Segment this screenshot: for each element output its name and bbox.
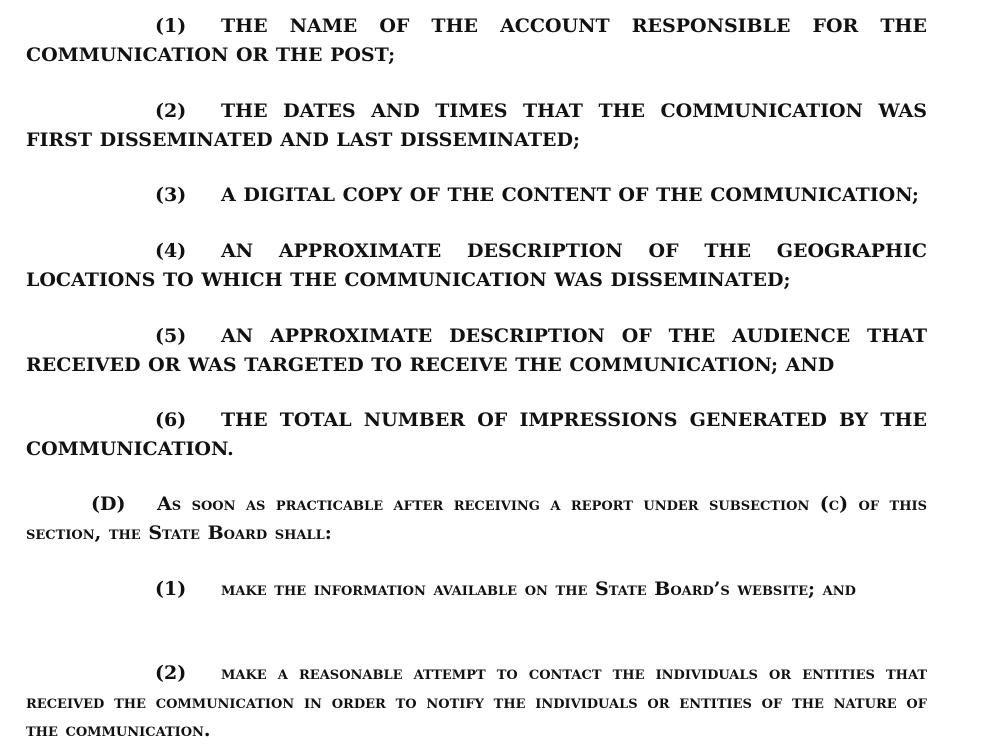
item-text: make a reasonable attempt to contact the individuals or entities that received the communication in order to notify the individuals or entities of the nature of the communication. <box>26 662 927 741</box>
item-text: AN APPROXIMATE DESCRIPTION OF THE GEOGRAPHIC LOCATIONS TO WHICH THE COMMUNICATION WAS DISSEMINATED; <box>26 240 927 291</box>
item-1 <box>26 12 927 69</box>
item-number: (2) <box>155 662 187 684</box>
subsection-d <box>26 490 927 547</box>
item-text: THE TOTAL NUMBER OF IMPRESSIONS GENERATED BY THE COMMUNICATION. <box>26 409 927 460</box>
item-number: (3) <box>155 184 187 206</box>
item-text: THE DATES AND TIMES THAT THE COMMUNICATION WAS FIRST DISSEMINATED AND LAST DISSEMINATED; <box>26 100 927 151</box>
item-5 <box>26 322 927 379</box>
subsection-number: (D) <box>91 493 126 515</box>
item-3 <box>26 181 927 210</box>
item-number: (2) <box>155 100 187 122</box>
d-item-2 <box>26 659 927 745</box>
item-text: THE NAME OF THE ACCOUNT RESPONSIBLE FOR THE COMMUNICATION OR THE POST; <box>26 15 927 66</box>
item-text: make the information available on the State Board’s website; and <box>221 578 856 600</box>
item-text: AN APPROXIMATE DESCRIPTION OF THE AUDIENCE THAT RECEIVED OR WAS TARGETED TO RECEIVE THE COMMUNICATION; AND <box>26 325 927 376</box>
item-number: (1) <box>155 578 187 600</box>
item-number: (6) <box>155 409 187 431</box>
item-number: (5) <box>155 325 187 347</box>
item-number: (1) <box>155 15 187 37</box>
d-item-1 <box>26 575 927 604</box>
item-2 <box>26 97 927 154</box>
subsection-text: As soon as practicable after receiving a report under subsection (c) of this section, the State Board shall: <box>26 493 927 544</box>
item-number: (4) <box>155 240 187 262</box>
item-4 <box>26 237 927 294</box>
item-text: A DIGITAL COPY OF THE CONTENT OF THE COMMUNICATION; <box>221 184 919 206</box>
item-6 <box>26 406 927 463</box>
